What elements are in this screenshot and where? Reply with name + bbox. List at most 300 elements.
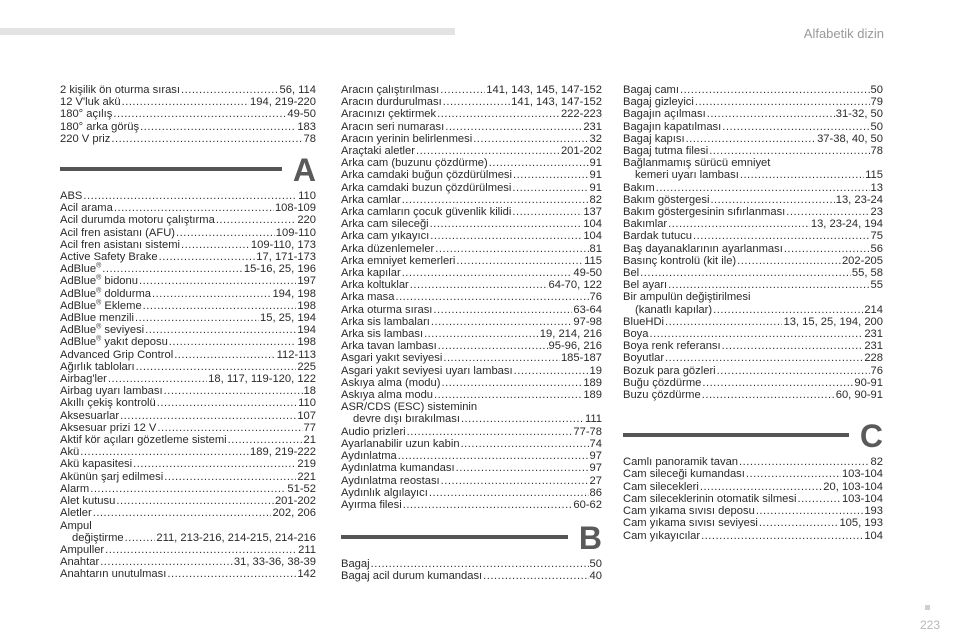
index-entry <box>60 532 316 544</box>
dot-leader <box>512 206 582 218</box>
dot-leader <box>174 349 275 361</box>
index-column-1 <box>60 84 316 581</box>
index-term-text: Bağlanmamış sürücü emniyet <box>623 157 771 170</box>
index-term-text: Arka sis lambası <box>341 328 424 341</box>
dot-leader <box>80 446 249 458</box>
page-reference: 78 <box>303 132 316 145</box>
dot-leader <box>746 468 841 480</box>
dot-leader <box>434 389 582 401</box>
index-entry <box>60 121 316 133</box>
index-term-text: Arka cam yıkayıcı <box>341 230 430 243</box>
section-header-c <box>623 419 883 453</box>
dot-leader <box>114 202 274 214</box>
page-reference: 112-113 <box>276 348 316 361</box>
page-reference: 201-202 <box>274 495 316 508</box>
index-term <box>341 389 433 401</box>
dot-leader <box>402 267 573 279</box>
page-reference: 202, 206 <box>272 507 316 520</box>
page-reference: 63-64 <box>573 303 602 316</box>
dot-leader <box>489 157 589 169</box>
dot-leader <box>113 108 286 120</box>
header-bar <box>0 28 455 35</box>
dot-leader <box>435 243 588 255</box>
index-entry <box>341 108 602 120</box>
registered-mark: ® <box>96 262 102 270</box>
index-term-text: Askıya alma modu <box>341 389 434 402</box>
page-reference: 105, 193 <box>839 517 883 530</box>
index-term-text: Bel ayarı <box>623 279 668 292</box>
dot-leader <box>668 218 810 230</box>
page-reference: 15, 25, 194 <box>260 312 316 325</box>
dot-leader <box>656 182 870 194</box>
section-a-entries <box>60 190 316 581</box>
index-term <box>623 96 694 108</box>
page-reference: 82 <box>870 456 883 469</box>
index-entry <box>60 397 316 409</box>
index-entry <box>341 558 602 570</box>
page-reference: 90-91 <box>854 376 883 389</box>
index-term-text: Akü <box>60 446 80 459</box>
page-reference: 19, 214, 216 <box>539 328 602 341</box>
dot-leader <box>461 413 584 425</box>
index-entry <box>341 121 602 133</box>
index-term-text: Bagaj kapısı <box>623 132 685 145</box>
index-entry <box>341 328 602 340</box>
index-entry <box>623 218 883 230</box>
index-term-text: Advanced Grip Control <box>60 348 174 361</box>
page-reference: 194, 219-220 <box>250 96 316 109</box>
index-term-text: Buzu çözdürme <box>623 389 701 402</box>
index-term <box>623 243 783 255</box>
dot-leader <box>707 108 835 120</box>
page-reference: 56, 114 <box>279 84 316 96</box>
index-entry <box>60 214 316 226</box>
page-reference: 231 <box>864 328 883 341</box>
index-entry <box>341 316 602 328</box>
page-reference: 193 <box>864 505 883 518</box>
index-entry <box>341 401 602 413</box>
index-term <box>60 458 132 470</box>
page-reference: 189 <box>583 376 602 389</box>
index-term-text: Arka camlar <box>341 193 401 206</box>
index-term <box>623 389 701 401</box>
index-term-text: Cam sileceği kumandası <box>623 468 745 481</box>
index-entry <box>623 352 883 364</box>
index-term <box>623 316 664 328</box>
page-reference: 17, 171-173 <box>256 251 316 264</box>
index-term <box>60 275 138 287</box>
index-term <box>341 133 472 145</box>
dot-leader <box>433 304 572 316</box>
index-term-text: Araçtaki aletler <box>341 145 415 158</box>
page-reference: 197 <box>297 275 316 288</box>
index-term <box>623 352 664 364</box>
index-term <box>60 202 113 214</box>
dot-leader <box>133 458 296 470</box>
index-term <box>623 218 667 230</box>
index-term <box>623 279 667 291</box>
section-divider <box>341 535 568 539</box>
index-term-text: Arka kapılar <box>341 267 401 280</box>
dot-leader <box>665 316 782 328</box>
index-term-text: Cam silecekleri <box>623 480 699 493</box>
dot-leader <box>483 570 588 582</box>
section-letter: C <box>859 418 883 455</box>
index-term-text: Bagajın açılması <box>623 108 706 121</box>
index-term <box>341 206 511 218</box>
page-reference: 31, 33-36, 38-39 <box>233 556 316 569</box>
index-entry <box>341 145 602 157</box>
index-term <box>341 570 482 582</box>
page-reference: 231 <box>864 340 883 353</box>
index-entry <box>623 145 883 157</box>
page-reference: 225 <box>297 360 316 373</box>
index-term-text: 180° arka görüş <box>60 120 140 133</box>
page-reference: 13 <box>870 181 883 194</box>
dot-leader <box>429 487 589 499</box>
index-entry <box>623 96 883 108</box>
index-term-suffix: doldurma <box>101 287 151 300</box>
index-entry <box>341 438 602 450</box>
index-term-text: Baş dayanaklarının ayarlanması <box>623 242 783 255</box>
dot-leader <box>514 365 589 377</box>
page-reference: 19 <box>589 364 602 377</box>
index-term <box>60 312 134 324</box>
index-term <box>60 556 99 568</box>
index-term-text: Ağırlık tabloları <box>60 360 135 373</box>
index-term <box>72 532 124 544</box>
index-entry <box>341 267 602 279</box>
index-term-text: Bagajın kapatılması <box>623 120 722 133</box>
dot-leader <box>431 316 572 328</box>
dot-leader <box>402 194 589 206</box>
dot-leader <box>713 304 863 316</box>
dot-leader <box>181 84 279 96</box>
index-term-suffix: yakıt deposu <box>101 336 168 349</box>
dot-leader <box>665 352 863 364</box>
page-reference: 115 <box>584 254 602 267</box>
section-divider <box>60 167 282 171</box>
dot-leader <box>640 267 851 279</box>
index-entry <box>60 520 316 532</box>
page-reference: 40 <box>589 570 602 583</box>
index-entry <box>623 481 883 493</box>
index-term <box>60 544 104 556</box>
index-entry <box>60 410 316 422</box>
page-reference: 81 <box>589 242 602 255</box>
dot-leader <box>430 218 583 230</box>
page-reference: 75 <box>870 230 883 243</box>
registered-mark: ® <box>96 274 102 282</box>
index-term <box>341 194 401 206</box>
dot-leader <box>228 434 303 446</box>
dot-leader <box>759 517 839 529</box>
index-term <box>341 304 432 316</box>
dot-leader <box>145 324 296 336</box>
index-entry <box>623 255 883 267</box>
index-term-text: Boya <box>623 328 649 341</box>
index-term <box>341 340 437 352</box>
dot-leader <box>693 230 870 242</box>
page-reference: 222-223 <box>560 108 602 121</box>
index-entry <box>341 194 602 206</box>
index-term <box>60 300 142 312</box>
page-reference: 198 <box>297 299 316 312</box>
index-term-text: Aracın çalıştırılması <box>341 84 440 96</box>
dot-leader <box>140 121 296 133</box>
index-term-text: AdBlue <box>60 336 97 349</box>
dot-leader <box>108 373 207 385</box>
index-term-text: AdBlue <box>60 263 97 276</box>
dot-leader <box>139 275 296 287</box>
index-term-text: Acil arama <box>60 202 113 215</box>
page-reference: 60-62 <box>573 498 602 511</box>
dot-leader <box>786 206 869 218</box>
index-entry <box>60 275 316 287</box>
index-entry <box>60 373 316 385</box>
page-reference: 49-50 <box>573 267 602 280</box>
index-term-text: Cam sileceklerinin otomatik silmesi <box>623 492 797 505</box>
index-term <box>341 108 436 120</box>
page-reference: 231 <box>583 120 602 133</box>
index-term <box>341 365 513 377</box>
index-entry <box>60 471 316 483</box>
index-entry <box>60 202 316 214</box>
page-reference: 104 <box>583 218 602 231</box>
index-term-text: AdBlue <box>60 287 97 300</box>
index-term <box>341 328 423 340</box>
index-term-text: Bakım göstergesi <box>623 193 710 206</box>
page-reference: 107 <box>297 409 316 422</box>
dot-leader <box>90 483 286 495</box>
dot-leader <box>441 377 582 389</box>
page-reference: 91 <box>589 157 602 170</box>
dot-leader <box>784 243 870 255</box>
index-term-text: 220 V priz <box>60 132 111 145</box>
page-reference: 189, 219-222 <box>250 446 316 459</box>
section-c-entries <box>623 456 883 541</box>
registered-mark: ® <box>96 299 102 307</box>
page-title: Alfabetik dizin <box>803 26 884 41</box>
index-term-text: Boyutlar <box>623 352 665 365</box>
page-reference: 103-104 <box>841 492 883 505</box>
index-term <box>623 145 708 157</box>
page-reference: 211, 213-216, 214-215, 214-216 <box>156 531 316 544</box>
index-term <box>341 230 429 242</box>
dot-leader <box>371 558 589 570</box>
index-entry <box>623 340 883 352</box>
page-reference: 55 <box>870 279 883 292</box>
dot-leader <box>438 340 548 352</box>
index-term-text: Ayırma filesi <box>341 498 402 511</box>
page-reference: 104 <box>583 230 602 243</box>
page-reference: 13, 15, 25, 194, 200 <box>783 315 883 328</box>
index-term-text: Bagaj camı <box>623 84 679 96</box>
page-reference: 97-98 <box>573 315 602 328</box>
index-entry <box>60 108 316 120</box>
index-entry <box>341 291 602 303</box>
index-entry <box>341 413 602 425</box>
dot-leader <box>722 121 869 133</box>
index-term-text: AdBlue menzili <box>60 312 134 325</box>
index-entry <box>341 365 602 377</box>
index-term <box>60 495 115 507</box>
index-term-text: 12 V'luk akü <box>60 96 121 109</box>
index-term <box>341 157 488 169</box>
page-reference: 202-205 <box>841 254 883 267</box>
page-reference: 111 <box>584 413 602 426</box>
index-term-text: Aksesuarlar <box>60 409 120 422</box>
index-entry <box>623 304 883 316</box>
registered-mark: ® <box>96 335 102 343</box>
index-term <box>60 373 107 385</box>
index-entry <box>623 291 883 303</box>
index-term <box>623 230 692 242</box>
index-term-text: Bakımlar <box>623 218 668 231</box>
index-term-text: Arka oturma sırası <box>341 303 433 316</box>
dot-leader <box>445 121 582 133</box>
index-term <box>341 426 406 438</box>
index-entry <box>623 157 883 169</box>
page-reference: 77 <box>303 421 316 434</box>
index-entry <box>341 304 602 316</box>
index-term <box>353 413 460 425</box>
page-reference: 18, 117, 119-120, 122 <box>208 373 316 386</box>
dot-leader <box>125 532 156 544</box>
page-reference: 142 <box>297 568 316 581</box>
index-entry <box>341 475 602 487</box>
index-entry <box>341 570 602 582</box>
index-entry <box>341 279 602 291</box>
index-entry <box>623 206 883 218</box>
index-term-text: Arka camdaki buğun çözdürülmesi <box>341 169 513 182</box>
dot-leader <box>456 255 583 267</box>
index-term-text: kemeri uyarı lambası <box>635 169 739 182</box>
dot-leader <box>176 227 275 239</box>
index-term <box>341 121 444 133</box>
index-term-text: Aydınlık algılayıcı <box>341 486 428 499</box>
dot-leader <box>136 361 297 373</box>
index-entry <box>60 263 316 275</box>
index-term-text: Anahtar <box>60 556 100 569</box>
page-reference: 23 <box>870 206 883 219</box>
index-term-text: Aracın seri numarası <box>341 120 445 133</box>
dot-leader <box>164 385 303 397</box>
index-entry <box>623 468 883 480</box>
index-term-text: Asgari yakıt seviyesi uyarı lambası <box>341 364 513 377</box>
index-entry <box>623 230 883 242</box>
index-term <box>341 267 401 279</box>
index-entry <box>623 389 883 401</box>
index-term-text: Arka tavan lambası <box>341 340 437 353</box>
index-term <box>623 456 738 468</box>
index-entry <box>60 84 316 96</box>
index-entry <box>60 544 316 556</box>
page-reference: 78 <box>870 145 883 158</box>
page-reference: 86 <box>589 486 602 499</box>
index-term <box>341 352 442 364</box>
index-term-text: BlueHDi <box>623 315 665 328</box>
index-term-text: Aksesuar prizi 12 V <box>60 421 157 434</box>
index-entry <box>623 328 883 340</box>
index-term <box>623 108 706 120</box>
index-term <box>60 397 156 409</box>
page-reference: 31-32, 50 <box>835 108 883 121</box>
index-term <box>341 438 460 450</box>
index-term-text: AdBlue <box>60 324 97 337</box>
index-entry <box>60 556 316 568</box>
index-entry <box>341 84 602 96</box>
index-term <box>341 255 455 267</box>
index-term <box>623 255 736 267</box>
index-entry <box>60 324 316 336</box>
section-b-entries <box>341 558 602 582</box>
index-term-text: 2 kişilik ön oturma sırası <box>60 84 180 96</box>
dot-leader <box>410 279 548 291</box>
page-reference: 79 <box>870 96 883 109</box>
index-entry <box>341 499 602 511</box>
page-reference: 214 <box>864 303 883 316</box>
section-letter: B <box>578 520 602 557</box>
index-entry <box>623 493 883 505</box>
page-reference: 201-202 <box>560 145 602 158</box>
page-reference: 211 <box>298 543 316 556</box>
index-entry <box>623 517 883 529</box>
dot-leader <box>710 194 834 206</box>
index-term-text: Akü kapasitesi <box>60 458 133 471</box>
index-entry <box>341 243 602 255</box>
index-term <box>623 340 721 352</box>
intro-entries <box>60 84 316 145</box>
index-term <box>341 291 394 303</box>
section-header-b <box>341 521 602 555</box>
index-term <box>341 96 442 108</box>
index-entry <box>60 239 316 251</box>
index-entry <box>341 487 602 499</box>
index-entry <box>341 340 602 352</box>
index-term <box>60 227 175 239</box>
page-reference: 76 <box>870 364 883 377</box>
index-term <box>60 133 110 145</box>
index-term <box>60 251 158 263</box>
index-term-text: Aktif kör açıları gözetleme sistemi <box>60 434 227 447</box>
index-entry <box>60 349 316 361</box>
index-term <box>60 520 92 532</box>
index-term-text: Bakım <box>623 181 655 194</box>
dot-leader <box>93 507 272 519</box>
index-term-text: Boya renk referansı <box>623 340 721 353</box>
page-reference: 185-187 <box>560 352 602 365</box>
index-entry <box>341 426 602 438</box>
index-term <box>60 410 119 422</box>
page-reference: 108-109 <box>274 202 316 215</box>
dot-leader <box>430 230 582 242</box>
page-reference: 20, 103-104 <box>823 480 883 493</box>
page-reference: 18 <box>303 385 316 398</box>
index-term-text: Arka camların çocuk güvenlik kilidi <box>341 206 512 219</box>
page-reference: 95-96, 216 <box>548 340 602 353</box>
index-entry <box>341 352 602 364</box>
index-term-suffix: seviyesi <box>101 324 145 337</box>
dot-leader <box>441 475 589 487</box>
dot-leader <box>695 96 870 108</box>
index-term-text: Bagaj acil durum kumandası <box>341 570 483 583</box>
index-term <box>341 218 429 230</box>
index-entry <box>60 434 316 446</box>
index-entry <box>623 243 883 255</box>
index-term-suffix: Ekleme <box>101 299 142 312</box>
index-term-text: Arka cam (buzunu çözdürme) <box>341 157 488 170</box>
